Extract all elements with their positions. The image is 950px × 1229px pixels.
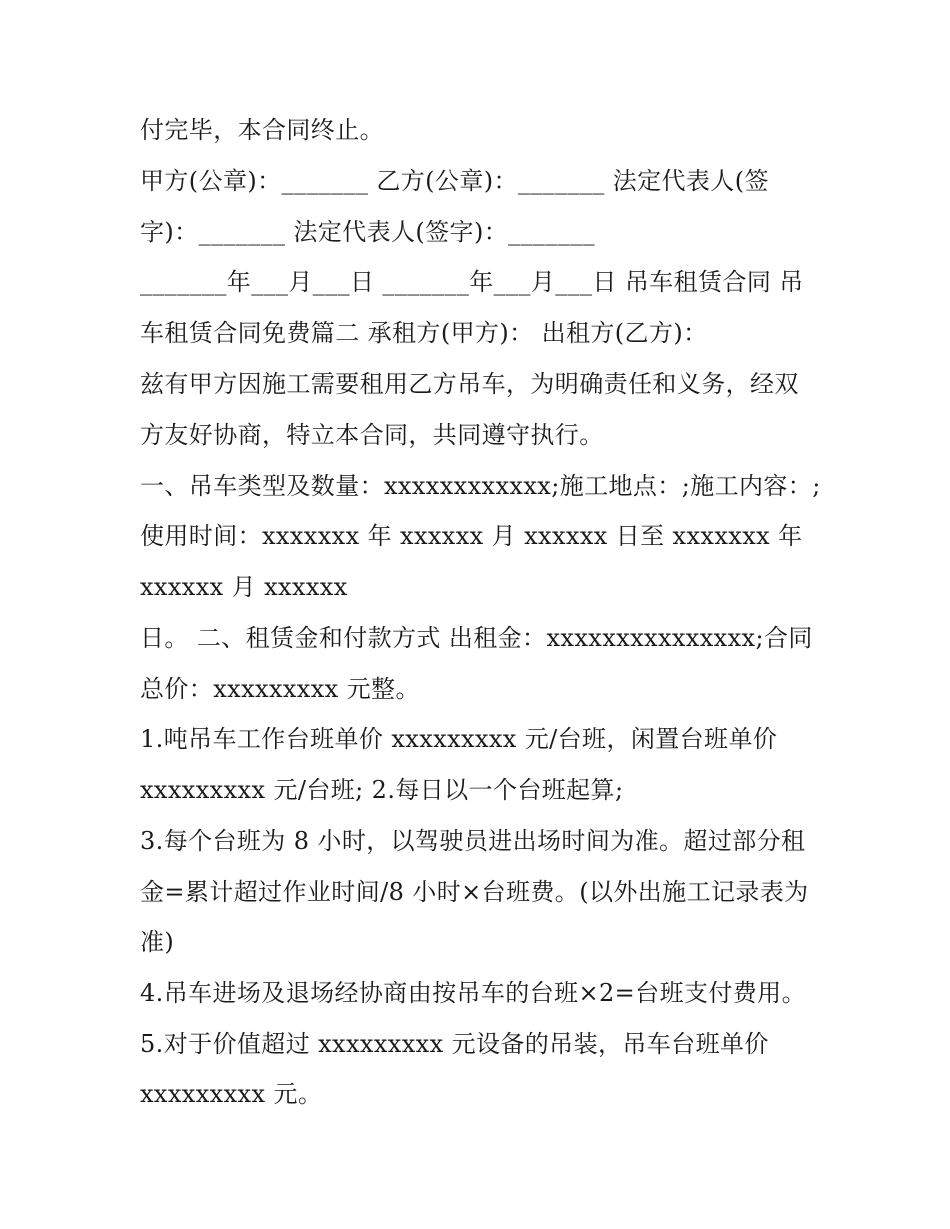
text-line: 5.对于价值超过 xxxxxxxxx 元设备的吊装，吊车台班单价 (140, 1030, 769, 1058)
text-line: 总价：xxxxxxxxx 元整。 (140, 675, 420, 703)
text-line: 兹有甲方因施工需要租用乙方吊车，为明确责任和义务，经双 (140, 370, 799, 398)
text-line: xxxxxx 月 xxxxxx (140, 573, 348, 601)
text-line: 日。 二、租赁金和付款方式 出租金：xxxxxxxxxxxxxxx;合同 (140, 624, 813, 652)
text-line: 准) (140, 928, 175, 956)
text-line: xxxxxxxxx 元/台班; 2.每日以一个台班起算; (140, 776, 624, 804)
text-line: 一、吊车类型及数量：xxxxxxxxxxxx;施工地点：;施工内容：; (140, 472, 821, 500)
text-line: 3.每个台班为 8 小时，以驾驶员进出场时间为准。超过部分租 (140, 827, 806, 855)
text-line: xxxxxxxxx 元。 (140, 1080, 323, 1108)
text-line: 方友好协商，特立本合同，共同遵守执行。 (140, 421, 604, 449)
text-line: _______年___月___日 _______年___月___日 吊车租赁合同 吊 (140, 268, 804, 296)
text-line: 甲方(公章)：_______ 乙方(公章)：_______ 法定代表人(签 (140, 167, 769, 195)
text-line: 1.吨吊车工作台班单价 xxxxxxxxx 元/台班，闲置台班单价 (140, 725, 778, 753)
text-line: 付完毕，本合同终止。 (140, 116, 384, 144)
text-line: 字)：_______ 法定代表人(签字)：_______ (140, 218, 595, 246)
text-line: 金=累计超过作业时间/8 小时×台班费。(以外出施工记录表为 (140, 878, 809, 906)
text-line: 车租赁合同免费篇二 承租方(甲方)： 出租方(乙方)： (140, 319, 708, 347)
text-line: 4.吊车进场及退场经协商由按吊车的台班×2=台班支付费用。 (140, 979, 806, 1007)
text-line: 使用时间：xxxxxxx 年 xxxxxx 月 xxxxxx 日至 xxxxxxx 年 (140, 522, 803, 550)
